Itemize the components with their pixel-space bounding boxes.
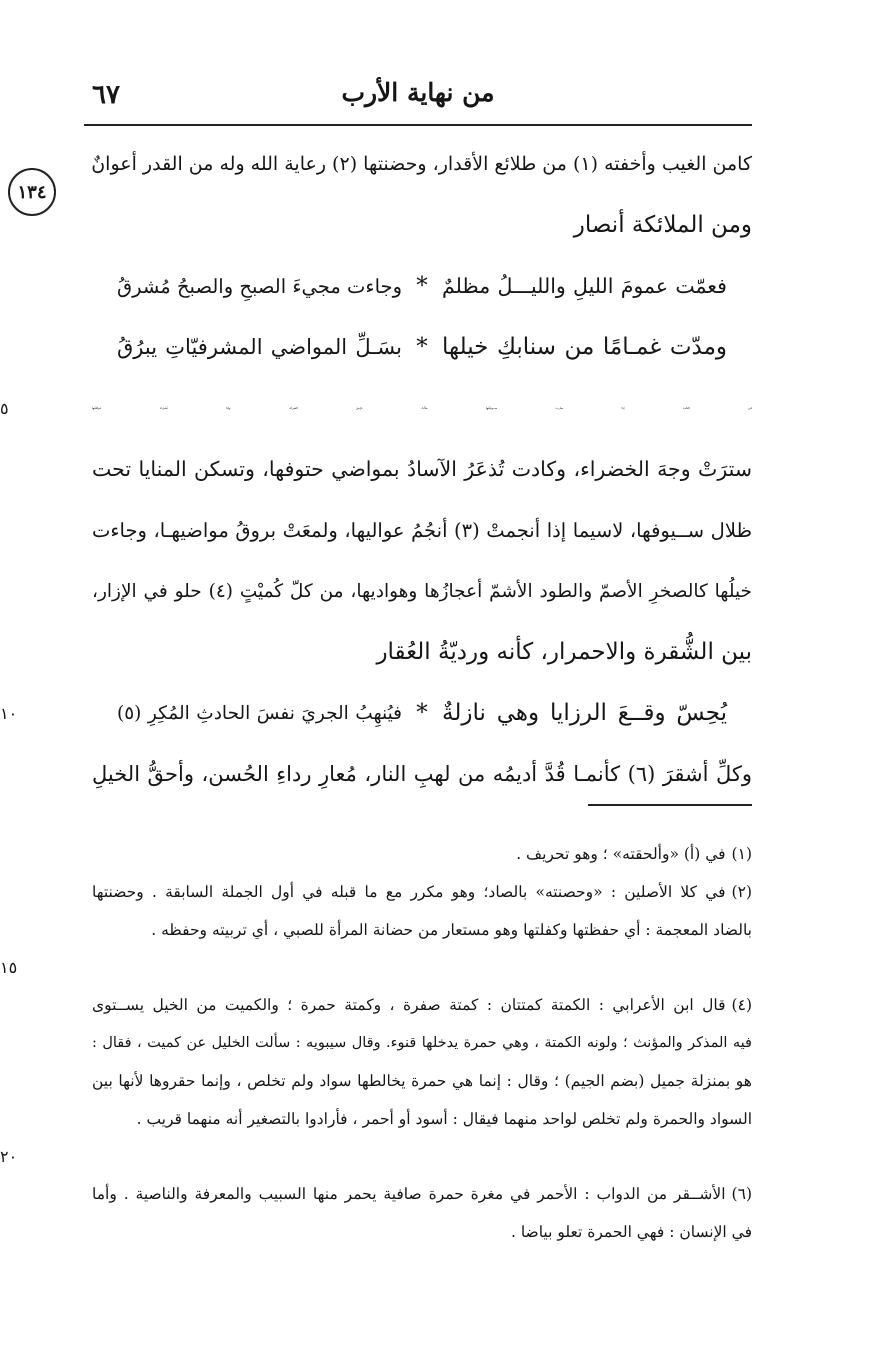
footnote-line	[0, 1138, 752, 1176]
footnote-text: في (أ) «وألحقته» ؛ وهو تحريف .	[516, 845, 726, 863]
footnote-number: (١)	[731, 845, 752, 863]
verse-separator: *	[416, 273, 428, 299]
footnote-number: (٤)	[731, 996, 752, 1015]
text-line	[92, 195, 752, 256]
text-line	[0, 378, 752, 439]
footnote-text: بالضاد المعجمة : أي حفظتها وكفلتها وهو مستعار من حضانة المرأة للصبي ، أي تربيته وحفظه .	[151, 920, 752, 939]
text-line-content: بين الشُّقرة والاحمرار، كأنه ورديّةُ العُقار	[376, 639, 752, 665]
footnote-line	[92, 987, 752, 1025]
margin-folio-seal: ١٣٤	[8, 168, 56, 216]
line-number: ١٥	[0, 958, 18, 978]
verse-separator: *	[416, 700, 428, 726]
verse-line	[92, 256, 752, 317]
line-number: ٢٠	[0, 1147, 18, 1167]
text-line	[92, 439, 752, 500]
footnote-line	[92, 912, 752, 950]
text-line-content: كامن الغيب وأخفته (١) من طلائع الأقدار، وحضنتها (٢) رعاية الله وله من القدر أعوانٌ	[91, 153, 752, 175]
page-header	[84, 74, 752, 118]
footnote-line	[92, 836, 752, 874]
footnote-rule	[588, 804, 752, 806]
verse-line	[92, 317, 752, 378]
text-line-content: في كتائبَ إذا سارت ســوابقُها ملأَتْ عرْضَ الغبراء، وإذا نُشرَتْ خوافقُها	[92, 406, 752, 410]
header-rule	[84, 124, 752, 126]
footnote-line	[92, 1025, 752, 1063]
footnote-line	[92, 1063, 752, 1101]
footnote-number: (٢)	[731, 882, 752, 901]
footnote-text: هو بمنزلة جميل (بضم الجيم) ؛ وقال : إنما هي حمرة يخالطها سواد ولم تخلص ، وإنما حقروها لأنها بين	[92, 1071, 752, 1090]
verse-line	[0, 683, 752, 744]
verse-second-hemistich: وجاءت مجيءَ الصبحِ والصبحُ مُشرقُ	[117, 275, 402, 298]
verse-first-hemistich: فعمّت عمومَ الليلِ والليـــلُ مظلمٌ	[442, 274, 727, 298]
text-line-content: خيلُها كالصخرِ الأصمّ والطود الأشمّ أعجازُها وهواديها، من كلّ كُميْتٍ (٤) حلو في الإزار،	[92, 581, 752, 602]
verse-first-hemistich: ومدّت غمـامًا من سنابكِ خيلها	[442, 334, 727, 360]
footnote-text: قال ابن الأعرابي : الكمتة كمتتان : كمتة صفرة ، وكمتة حمرة ؛ والكميت من الخيل يســتوى	[92, 996, 726, 1015]
footnote-text: الأشــقر من الدواب : الأحمر في مغرة حمرة صافية يحمر منها السبيب والمعرفة والناصية . وأما	[92, 1185, 726, 1204]
footnote-line	[0, 949, 752, 987]
text-line-content: ومن الملائكة أنصار	[573, 212, 752, 238]
footnote-line	[92, 1101, 752, 1139]
page-number: ٦٧	[92, 80, 120, 110]
footnote-text: في الإنسان : فهي الحمرة تعلو بياضا .	[510, 1222, 752, 1241]
footnote-line	[92, 1176, 752, 1214]
text-line-content: ظلال ســيوفها، لاسيما إذا أنجمتْ (٣) أنجُمُ عواليها، ولمعَتْ بروقُ مواضيهـا، وجاءت	[92, 519, 753, 542]
text-line	[92, 134, 752, 195]
text-line	[92, 561, 752, 622]
text-line-content: وكلِّ أشقرَ (٦) كأنمـا قُدَّ أديمُه من لهبِ النار، مُعارِ رداءِ الحُسن، وأحقُّ الخيلِ	[92, 762, 752, 786]
footnote-text: السواد والحمرة ولم تخلص لواحد منهما فيقال : أسود أو أحمر ، فأرادوا بالتصغير أنه منهما قريب .	[136, 1109, 752, 1128]
verse-first-hemistich: يُحِسّ وقــعَ الرزايا وهي نازلةٌ	[442, 700, 727, 726]
footnote-text: فيه المذكر والمؤنث ؛ ولونه الكمتة ، وهي حمرة يدخلها قنوء. وقال سيبويه : سألت الخليل عن كميت ، فقال :	[92, 1034, 752, 1051]
verse-separator: *	[416, 334, 428, 360]
text-line	[92, 622, 752, 683]
verse-second-hemistich: فيُنهِبُ الجريَ نفسَ الحادثِ المُكِرِ (٥)	[117, 703, 402, 724]
line-number: ٥	[0, 399, 9, 418]
footnote-text: في كلا الأصلين : «وحصنته» بالصاد؛ وهو مكرر مع ما قبله في أول الجملة السابقة . وحضنتها	[92, 882, 726, 901]
footnotes	[0, 836, 752, 1252]
line-number: ١٠	[0, 704, 18, 723]
footnote-line	[92, 1214, 752, 1252]
text-line	[92, 744, 752, 805]
footnote-number: (٦)	[731, 1185, 752, 1204]
running-title: من نهاية الأرب	[341, 78, 495, 107]
text-line-content: سترَتْ وجهَ الخضراء، وكادت تُذعَرُ الآسادُ بمواضي حتوفها، وتسكن المنايا تحت	[92, 457, 752, 481]
verse-second-hemistich: بسَـلِّ المواضي المشرفيّاتِ يبرُقُ	[117, 335, 402, 359]
footnote-line	[92, 874, 752, 912]
text-line	[92, 500, 752, 561]
